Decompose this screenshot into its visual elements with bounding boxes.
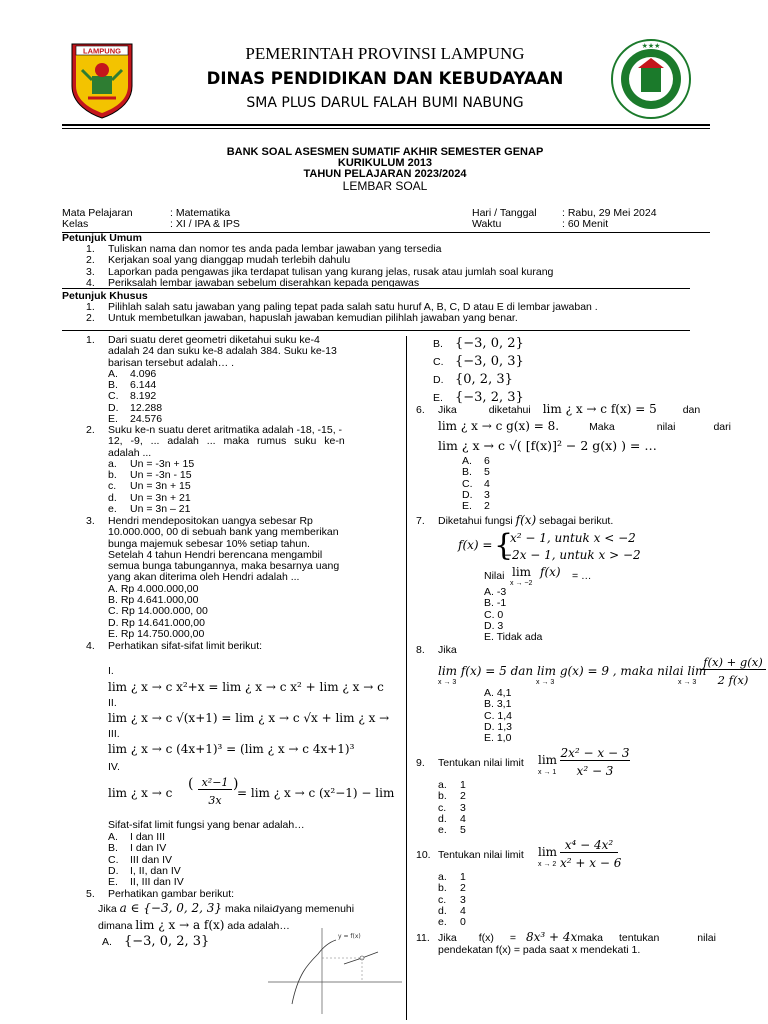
q4-formula-3: lim ¿ x → c (4x+1)³ = (lim ¿ x → c 4x+1)³ xyxy=(108,742,355,756)
q10-option[interactable]: c. 3 xyxy=(438,893,466,906)
q4-options xyxy=(108,832,184,888)
q5-function-graph xyxy=(262,924,404,1016)
q9-lim: lim xyxy=(538,753,558,767)
q8-sub-3: x → 3 xyxy=(678,679,697,686)
khusus-item: 2. Untuk membetulkan jawaban, hapuslah jawaban kemudian pilihlah jawaban yang benar. xyxy=(86,312,518,325)
q7-tail: = … xyxy=(572,570,592,582)
hari-label: Hari / Tanggal xyxy=(472,207,537,219)
title-1: BANK SOAL ASESMEN SUMATIF AKHIR SEMESTER GENAP xyxy=(226,146,544,158)
q9-option[interactable]: b. 2 xyxy=(438,790,466,803)
q11-line-2: pendekatan f(x) = pada saat x mendekati 1. xyxy=(438,944,641,956)
q1-option[interactable]: C. 8.192 xyxy=(108,390,157,403)
q9-frac-den: x² − 3 xyxy=(576,764,614,778)
kelas-label: Kelas xyxy=(62,218,89,230)
q4-roman-2: II. xyxy=(108,697,117,709)
waktu-value: : 60 Menit xyxy=(562,218,609,230)
q1-line: barisan tersebut adalah… . xyxy=(108,356,235,369)
q5-option[interactable]: E. {−3, 2, 3} xyxy=(433,390,524,405)
q8-option[interactable]: A. 4,1 xyxy=(484,687,512,699)
q4-intro: 4. Perhatikan sifat-sifat limit berikut: xyxy=(86,640,263,652)
q7-option[interactable]: C. 0 xyxy=(484,608,504,621)
q4-roman-3: III. xyxy=(108,728,120,740)
q4-option[interactable]: C. III dan IV xyxy=(108,853,173,866)
q7-options xyxy=(484,587,542,643)
khusus-rule xyxy=(62,330,690,331)
logo-text: LAMPUNG xyxy=(83,46,121,56)
umum-item: 2. Kerjakan soal yang dianggap mudah terlebih dahulu xyxy=(86,254,351,267)
q5-line-1: Jika a ∈ {−3, 0, 2, 3} maka nilaiayang memenuhi xyxy=(98,901,355,915)
title-4: LEMBAR SOAL xyxy=(342,179,428,193)
question-3 xyxy=(86,516,371,640)
q8-frac-num: f(x) + g(x) xyxy=(700,655,766,670)
q4-question: Sifat-sifat limit fungsi yang benar adalah… xyxy=(108,819,305,831)
q7-lim-f: f(x) xyxy=(540,565,561,579)
q7-intro: 7. Diketahui fungsi f(x) sebagai berikut. xyxy=(416,513,614,527)
q6-option[interactable]: D. 3 xyxy=(462,488,490,501)
q4-paren-open: ( xyxy=(188,776,194,792)
school-logo xyxy=(610,38,692,120)
header-rule-thin xyxy=(62,128,710,129)
header-line-3: SMA PLUS DARUL FALAH BUMI NABUNG xyxy=(246,95,524,111)
q10-option[interactable]: e. 0 xyxy=(438,916,466,929)
q6-option[interactable]: B. 5 xyxy=(462,466,490,479)
q3-line: Setelah 4 tahun Hendri berencana mengambil xyxy=(108,548,323,561)
q3-line: yang akan diterima oleh Hendri adalah ... xyxy=(108,571,300,584)
q6-line-3: lim ¿ x → c √( [f(x)]² − 2 g(x) ) = … xyxy=(438,438,657,453)
q10-frac-num: x⁴ − 4x² xyxy=(560,838,618,853)
header-rule xyxy=(62,124,710,126)
q10-intro: 10. Tentukan nilai limit xyxy=(416,849,524,861)
q2-line: 2. Suku ke-n suatu deret aritmatika adalah -18, -15, - xyxy=(86,424,343,436)
q1-option[interactable]: E. 24.576 xyxy=(108,413,163,426)
q5-option[interactable]: C. {−3, 0, 3} xyxy=(433,354,524,369)
q6-option[interactable]: A. 6 xyxy=(462,455,490,467)
q3-option[interactable]: E. Rp 14.750.000,00 xyxy=(108,627,205,640)
q4-formula-2: lim ¿ x → c √(x+1) = lim ¿ x → c √x + lim ¿ x → xyxy=(108,711,390,725)
q4-formula-4-rest: = lim ¿ x → c (x²−1) − lim xyxy=(237,786,395,800)
q5-continued xyxy=(433,335,524,407)
q3-option[interactable]: A. Rp 4.000.000,00 xyxy=(108,582,199,595)
question-2 xyxy=(86,425,366,515)
q4-option[interactable]: B. I dan IV xyxy=(108,842,167,855)
q8-option[interactable]: D. 1,3 xyxy=(484,720,513,733)
kelas-value: : XI / IPA & IPS xyxy=(170,218,240,230)
q7-option[interactable]: B. -1 xyxy=(484,597,507,610)
q8-sub-1: x → 3 xyxy=(438,679,457,686)
q7-case-1: x² − 1, untuk x < −2 xyxy=(510,531,636,545)
title-3: TAHUN PELAJARAN 2023/2024 xyxy=(303,168,467,180)
q6-options xyxy=(462,456,490,512)
q1-line: adalah 24 dan suku ke-8 adalah 384. Suku ke-13 xyxy=(108,345,337,358)
q7-option[interactable]: A. -3 xyxy=(484,586,507,598)
q2-option[interactable]: b. Un = -3n - 15 xyxy=(108,469,192,482)
q1-option[interactable]: B. 6.144 xyxy=(108,379,157,392)
q3-line: bunga majemuk sebesar 10% setiap tahun. xyxy=(108,537,310,550)
q10-option[interactable]: b. 2 xyxy=(438,882,466,895)
q4-option[interactable]: E. II, III dan IV xyxy=(108,876,184,889)
q4-formula-4-lim: lim ¿ x → c xyxy=(108,786,173,800)
q4-roman-1: I. xyxy=(108,665,114,677)
info-rule xyxy=(62,232,710,233)
q7-case-2: −2x − 1, untuk x > −2 xyxy=(502,548,641,562)
q8-frac-den: 2 f(x) xyxy=(717,673,749,687)
q8-option[interactable]: E. 1,0 xyxy=(484,732,512,745)
q7-brace: { xyxy=(494,528,514,563)
q9-intro: 9. Tentukan nilai limit xyxy=(416,757,524,769)
q10-options xyxy=(438,872,466,928)
waktu-label: Waktu xyxy=(472,218,502,230)
q2-option[interactable]: c. Un = 3n + 15 xyxy=(108,480,191,493)
q9-option[interactable]: a. 1 xyxy=(438,779,466,791)
khusus-title: Petunjuk Khusus xyxy=(62,290,148,302)
q7-lim: lim xyxy=(512,565,532,579)
umum-item: 3. Laporkan pada pengawas jika terdapat tulisan yang kurang jelas, rusak atau jumlah soal kurang xyxy=(86,265,554,278)
header-line-1: PEMERINTAH PROVINSI LAMPUNG xyxy=(245,44,525,63)
q9-option[interactable]: c. 3 xyxy=(438,801,466,814)
q1-option[interactable]: A. 4.096 xyxy=(108,367,157,380)
q10-sub: x → 2 xyxy=(538,861,557,868)
hari-value: : Rabu, 29 Mei 2024 xyxy=(562,207,657,219)
q5-line-2: dimana lim ¿ x → a f(x) ada adalah… xyxy=(98,918,290,932)
q7-option[interactable]: D. 3 xyxy=(484,619,504,632)
q3-option[interactable]: D. Rp 14.641.000,00 xyxy=(108,616,205,629)
q6-line-1: 6. Jika diketahui lim ¿ x → c f(x) = 5 dan xyxy=(416,402,701,416)
q6-option[interactable]: C. 4 xyxy=(462,477,490,490)
q6-line-2: lim ¿ x → c g(x) = 8. Maka nilai dari xyxy=(438,419,731,433)
q8-options xyxy=(484,688,512,744)
umum-title: Petunjuk Umum xyxy=(62,232,142,244)
question-1 xyxy=(86,335,337,425)
q11-line-1: 11. Jika f(x) = 8x³ + 4xmaka tentukan nilai xyxy=(416,930,716,944)
q4-option[interactable]: A. I dan III xyxy=(108,831,166,843)
q7-option[interactable]: E. Tidak ada xyxy=(484,631,543,644)
q5-option[interactable]: B. {−3, 0, 2} xyxy=(433,336,524,351)
q4-paren-close: ) xyxy=(233,776,239,792)
q4-roman-4: IV. xyxy=(108,761,120,773)
q9-options xyxy=(438,780,466,836)
q9-frac-num: 2x² − x − 3 xyxy=(560,746,630,760)
q3-option[interactable]: B. Rp 4.641.000,00 xyxy=(108,594,199,607)
header-line-2: DINAS PENDIDIKAN DAN KEBUDAYAAN xyxy=(206,69,564,88)
q10-option[interactable]: a. 1 xyxy=(438,871,466,883)
mapel-value: : Matematika xyxy=(170,207,231,219)
q8-sub-2: x → 3 xyxy=(536,679,555,686)
q8-intro: 8. Jika xyxy=(416,644,457,656)
q7-fx: f(x) = xyxy=(458,538,493,552)
q5-intro: 5. Perhatikan gambar berikut: xyxy=(86,888,235,900)
khusus-item: 1. Pilihlah salah satu jawaban yang paling tepat pada salah satu huruf A, B, C, D atau E di lembar jawaban . xyxy=(86,301,598,313)
q9-option[interactable]: e. 5 xyxy=(438,824,466,837)
q8-option[interactable]: C. 1,4 xyxy=(484,709,513,722)
q5-option[interactable]: D. {0, 2, 3} xyxy=(433,372,513,387)
q6-option[interactable]: E. 2 xyxy=(462,500,490,513)
q8-expr: lim f(x) = 5 dan lim g(x) = 9 , maka nilai lim xyxy=(438,664,707,678)
q2-option[interactable]: a. Un = -3n + 15 xyxy=(108,457,195,470)
q10-frac-den: x² + x − 6 xyxy=(560,856,622,870)
q7-lim-sub: x → −2 xyxy=(510,580,533,587)
q4-frac-den: 3x xyxy=(208,794,222,807)
umum-item: 1. Tuliskan nama dan nomor tes anda pada lembar jawaban yang tersedia xyxy=(86,243,442,255)
umum-rule xyxy=(62,288,690,289)
q8-option[interactable]: B. 3,1 xyxy=(484,698,512,711)
graph-label: y = f(x) xyxy=(338,933,361,940)
q1-option[interactable]: D. 12.288 xyxy=(108,401,163,414)
title-2: KURIKULUM 2013 xyxy=(337,157,433,169)
umum-list xyxy=(86,244,553,287)
q7-nilai: Nilai xyxy=(484,570,505,582)
q3-line: 3. Hendri mendepositokan uangya sebesar Rp xyxy=(86,515,313,527)
q4-formula-1: lim ¿ x → c x²+x = lim ¿ x → c x² + lim ¿ x → c xyxy=(108,680,384,694)
q3-line: 10.000.000, 00 di sebuah bank yang memberikan xyxy=(108,526,339,539)
mapel-label: Mata Pelajaran xyxy=(62,207,133,219)
q3-option[interactable]: C. Rp 14.000.000, 00 xyxy=(108,605,208,618)
svg-text:★★★: ★★★ xyxy=(641,43,661,50)
q10-lim: lim xyxy=(538,845,558,859)
q1-line: 1. Dari suatu deret geometri diketahui suku ke-4 xyxy=(86,334,320,346)
q9-option[interactable]: d. 4 xyxy=(438,812,466,825)
q2-line: 12, -9, ... adalah ... maka rumus suku ke-n xyxy=(108,435,345,448)
q2-option[interactable]: e. Un = 3n – 21 xyxy=(108,503,191,516)
khusus-list xyxy=(86,302,598,325)
q2-option[interactable]: d. Un = 3n + 21 xyxy=(108,491,191,504)
lampung-province-logo xyxy=(68,40,136,120)
q4-frac-num: x²−1 xyxy=(198,776,232,790)
q3-line: semua bunga tabungannya, maka besarnya uang xyxy=(108,560,340,573)
column-divider xyxy=(406,336,407,1020)
q4-option[interactable]: D. I, II, dan IV xyxy=(108,864,181,877)
q2-line: adalah ... xyxy=(108,446,152,459)
q5-option-a[interactable]: A. {−3, 0, 2, 3} xyxy=(102,934,210,949)
umum-item: 4. Periksalah lembar jawaban sebelum diserahkan kepada pengawas xyxy=(86,278,420,288)
q10-option[interactable]: d. 4 xyxy=(438,904,466,917)
q9-sub: x → 1 xyxy=(538,769,557,776)
